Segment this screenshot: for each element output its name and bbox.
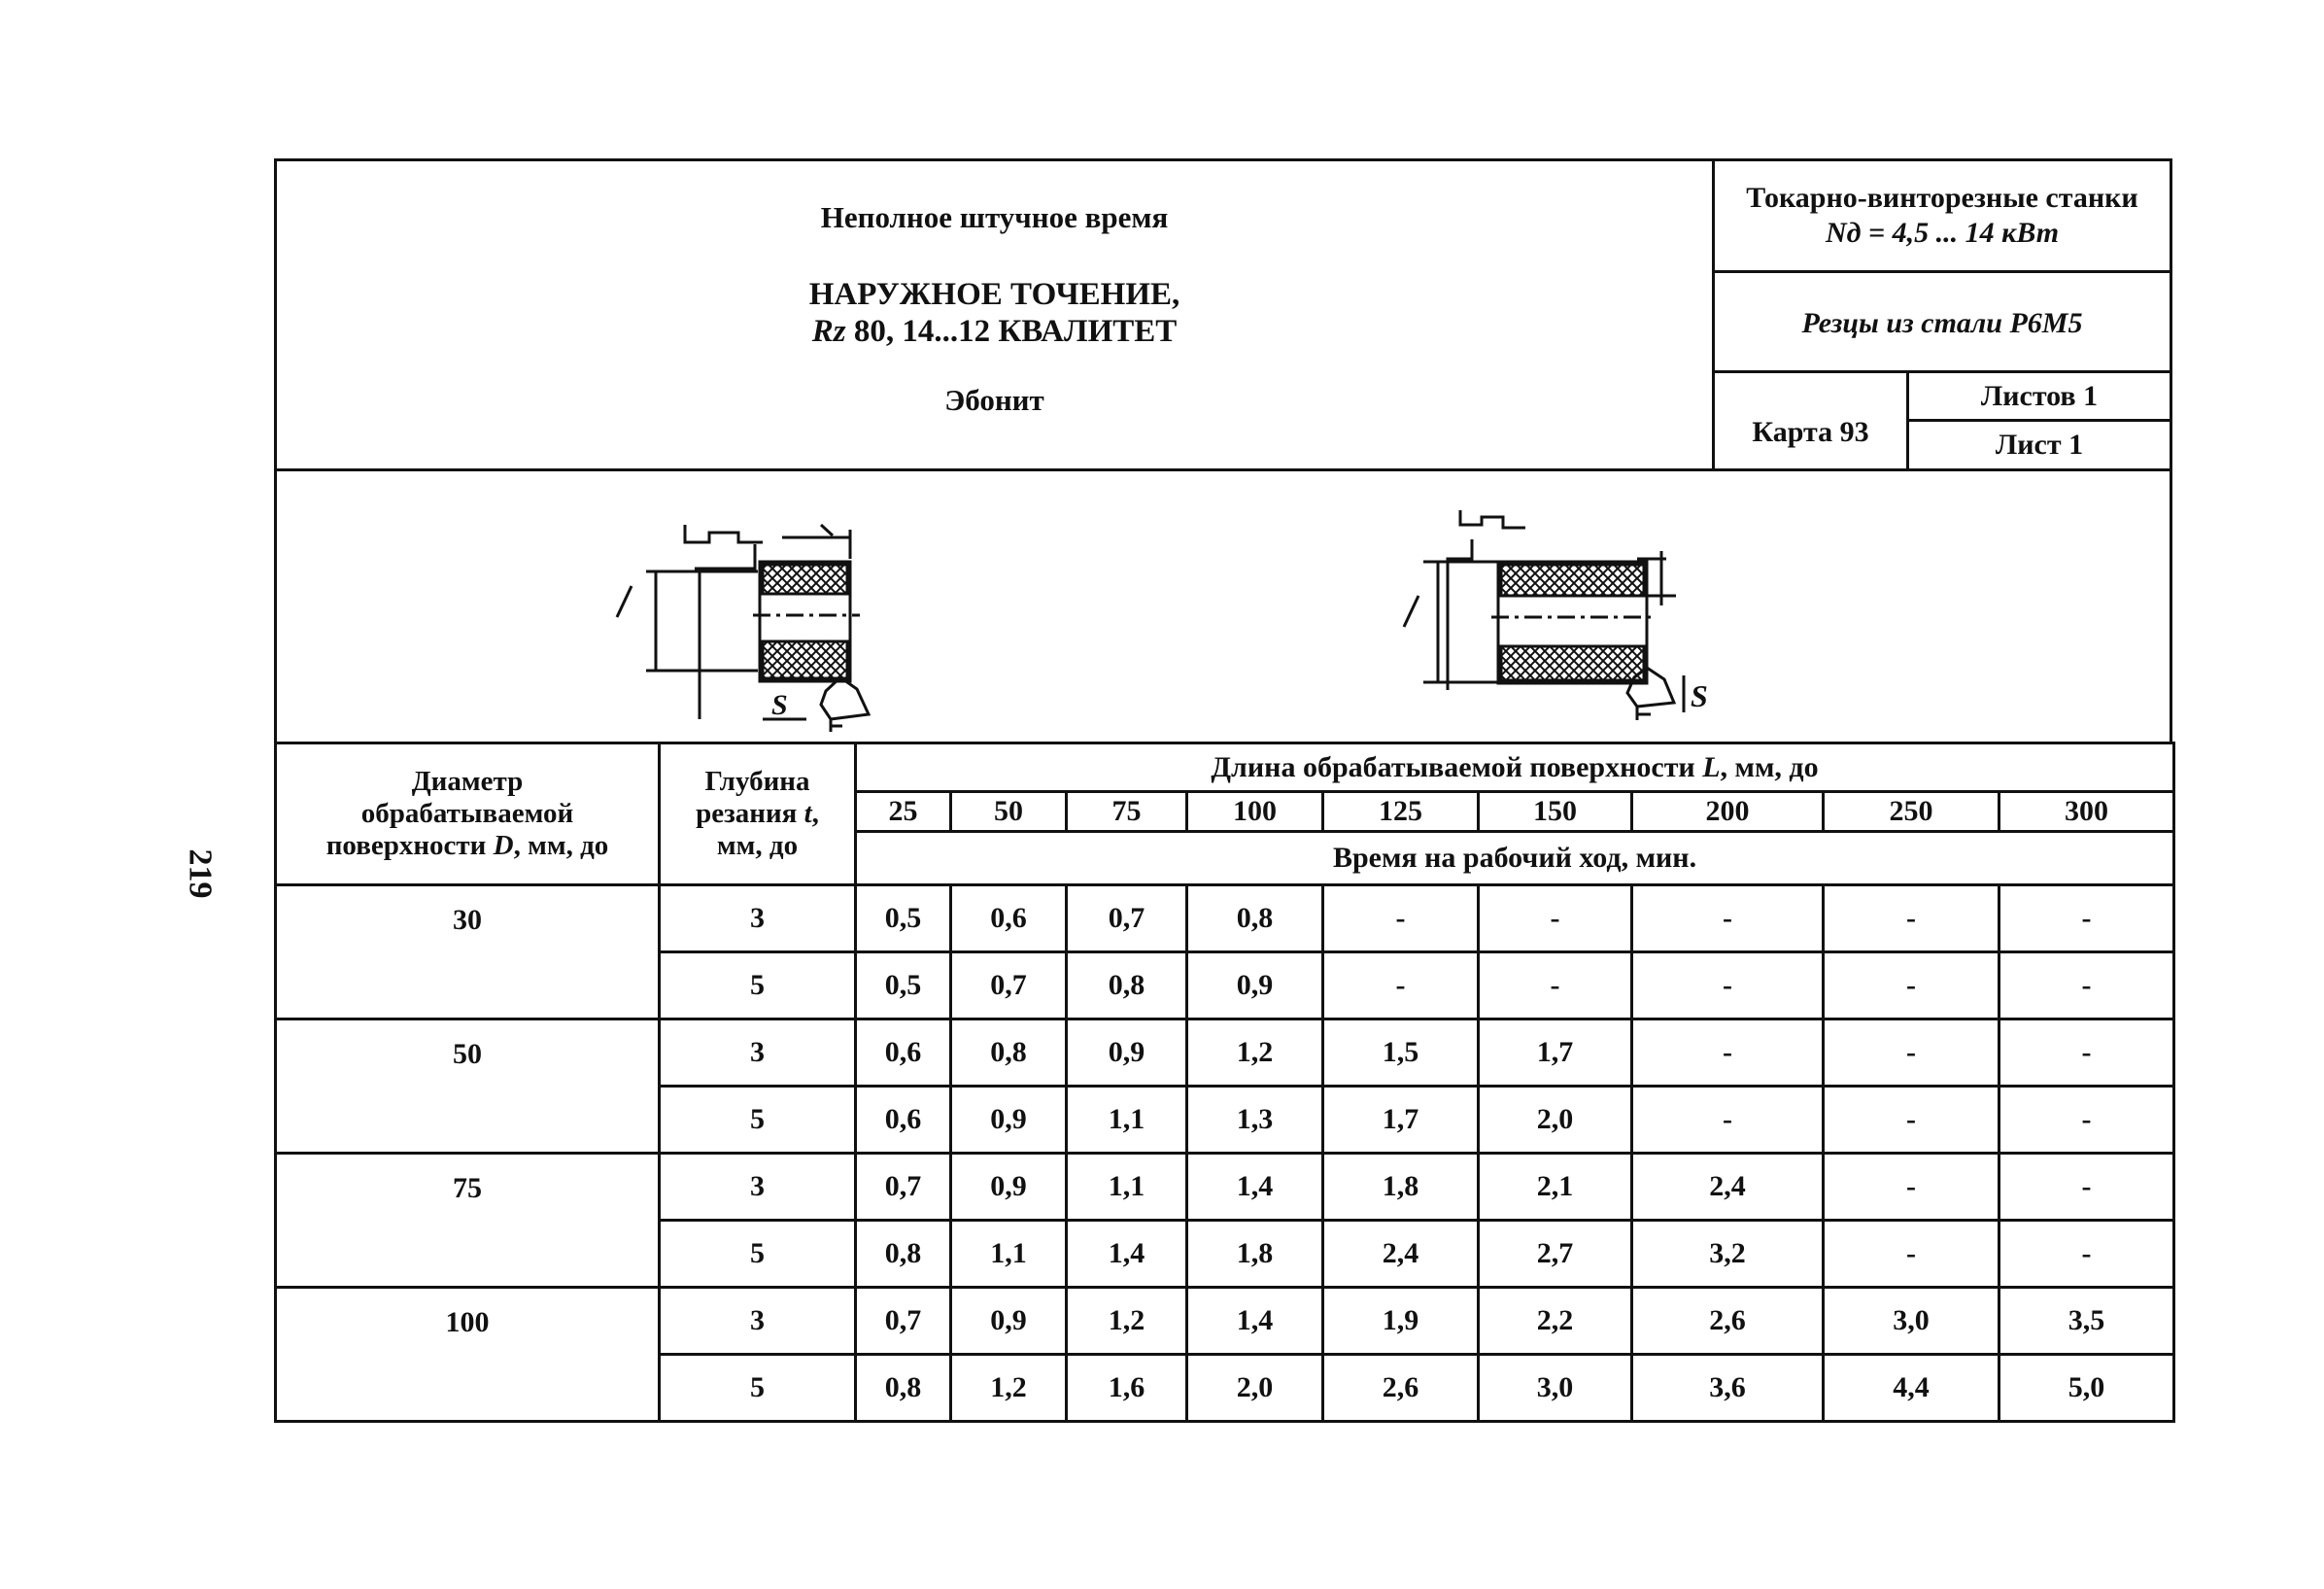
depth-cell: 5	[660, 1355, 856, 1422]
time-cell: 0,8	[856, 1221, 951, 1288]
diameter-cell: 75	[276, 1154, 660, 1288]
depth-cell: 5	[660, 1087, 856, 1154]
depth-cell: 5	[660, 952, 856, 1019]
time-cell: 2,6	[1632, 1288, 1824, 1355]
time-cell: 1,8	[1323, 1154, 1479, 1221]
time-cell: 1,8	[1187, 1221, 1323, 1288]
header-subtitle: Неполное штучное время	[820, 200, 1169, 234]
length-value: 300	[1999, 792, 2174, 832]
operation-title-line2: Rz 80, 14...12 КВАЛИТЕТ	[811, 314, 1178, 349]
time-cell: 1,4	[1187, 1288, 1323, 1355]
time-cell: 0,5	[856, 885, 951, 952]
operation-title	[277, 276, 1712, 350]
turning-diagrams	[277, 471, 2170, 742]
time-cell: 1,4	[1067, 1221, 1187, 1288]
sheet-number: Лист 1	[1995, 429, 2084, 461]
time-cell: -	[1999, 1221, 2174, 1288]
time-cell: -	[1999, 1154, 2174, 1221]
time-cell: -	[1824, 1154, 1999, 1221]
time-cell: -	[1999, 1019, 2174, 1087]
tool-material: Резцы из стали Р6М5	[1715, 273, 2170, 373]
feed-label-right: S	[1691, 678, 1708, 713]
header-info-block	[1715, 161, 2170, 468]
col-header-length: Длина обрабатываемой поверхности L, мм, до	[856, 743, 2174, 792]
depth-cell: 3	[660, 885, 856, 952]
time-cell: 3,0	[1824, 1288, 1999, 1355]
time-cell: 1,6	[1067, 1355, 1187, 1422]
time-cell: 2,4	[1323, 1221, 1479, 1288]
time-cell: 0,9	[1067, 1019, 1187, 1087]
time-cell: 2,7	[1479, 1221, 1632, 1288]
page-number: 219	[182, 848, 219, 899]
time-cell: 3,0	[1479, 1355, 1632, 1422]
time-cell: 0,8	[951, 1019, 1067, 1087]
time-cell: -	[1824, 952, 1999, 1019]
time-cell: 2,2	[1479, 1288, 1632, 1355]
time-cell: 1,2	[1067, 1288, 1187, 1355]
time-cell: -	[1479, 952, 1632, 1019]
time-cell: -	[1323, 952, 1479, 1019]
diameter-cell: 50	[276, 1019, 660, 1154]
diameter-cell: 100	[276, 1288, 660, 1422]
time-cell: 1,4	[1187, 1154, 1323, 1221]
time-cell: 1,5	[1323, 1019, 1479, 1087]
card-header	[274, 158, 2172, 471]
time-cell: 2,6	[1323, 1355, 1479, 1422]
time-cell: 0,8	[1187, 885, 1323, 952]
time-cell: -	[1479, 885, 1632, 952]
time-cell: 1,7	[1479, 1019, 1632, 1087]
table-row	[276, 1019, 2174, 1087]
time-cell: 2,0	[1479, 1087, 1632, 1154]
time-cell: 3,5	[1999, 1288, 2174, 1355]
time-cell: 2,4	[1632, 1154, 1824, 1221]
depth-cell: 3	[660, 1019, 856, 1087]
time-cell: -	[1999, 885, 2174, 952]
time-cell: 2,0	[1187, 1355, 1323, 1422]
time-cell: -	[1999, 952, 2174, 1019]
time-norms-table	[274, 742, 2175, 1423]
diagram-left	[617, 525, 869, 732]
time-cell: 1,2	[1187, 1019, 1323, 1087]
depth-cell: 3	[660, 1288, 856, 1355]
sheets-total: Листов 1	[1909, 373, 2170, 422]
length-value: 25	[856, 792, 951, 832]
time-cell: 1,1	[1067, 1087, 1187, 1154]
length-value: 100	[1187, 792, 1323, 832]
time-header: Время на рабочий ход, мин.	[856, 831, 2174, 884]
time-cell: 0,7	[951, 952, 1067, 1019]
time-cell: 1,2	[951, 1355, 1067, 1422]
time-cell: 0,6	[951, 885, 1067, 952]
time-cell: 0,9	[951, 1154, 1067, 1221]
time-cell: 3,2	[1632, 1221, 1824, 1288]
time-cell: 2,1	[1479, 1154, 1632, 1221]
time-cell: 0,6	[856, 1087, 951, 1154]
time-cell: 0,7	[1067, 885, 1187, 952]
time-cell: -	[1824, 1087, 1999, 1154]
time-cell: -	[1824, 1019, 1999, 1087]
header-title-block	[277, 161, 1715, 468]
time-cell: 0,8	[1067, 952, 1187, 1019]
table-row	[276, 885, 2174, 952]
depth-cell: 3	[660, 1154, 856, 1221]
time-cell: -	[1632, 885, 1824, 952]
table-row	[276, 1288, 2174, 1355]
time-cell: 0,7	[856, 1288, 951, 1355]
time-cell: -	[1824, 885, 1999, 952]
time-cell: 5,0	[1999, 1355, 2174, 1422]
time-cell: 3,6	[1632, 1355, 1824, 1422]
time-cell: 1,1	[1067, 1154, 1187, 1221]
col-header-diameter: Диаметр обрабатываемой поверхности D, мм, до	[276, 743, 660, 885]
time-cell: -	[1632, 1019, 1824, 1087]
time-cell: 0,8	[856, 1355, 951, 1422]
time-cell: 4,4	[1824, 1355, 1999, 1422]
table-row	[276, 1154, 2174, 1221]
material-label: Эбонит	[944, 383, 1044, 417]
card-number: Карта 93	[1715, 373, 1909, 468]
time-cell: 1,9	[1323, 1288, 1479, 1355]
feed-label-left: S	[771, 689, 788, 721]
time-cell: 1,7	[1323, 1087, 1479, 1154]
time-cell: -	[1632, 1087, 1824, 1154]
length-value: 200	[1632, 792, 1824, 832]
machine-type: Токарно-винторезные станки Nд = 4,5 ... 14 кВт	[1715, 161, 2170, 273]
depth-cell: 5	[660, 1221, 856, 1288]
length-value: 125	[1323, 792, 1479, 832]
time-cell: 1,3	[1187, 1087, 1323, 1154]
operation-sketch	[274, 471, 2172, 742]
time-cell: -	[1999, 1087, 2174, 1154]
length-value: 75	[1067, 792, 1187, 832]
time-cell: 0,9	[951, 1087, 1067, 1154]
time-cell: -	[1632, 952, 1824, 1019]
length-value: 150	[1479, 792, 1632, 832]
time-cell: 0,9	[951, 1288, 1067, 1355]
length-value: 250	[1824, 792, 1999, 832]
time-cell: -	[1824, 1221, 1999, 1288]
length-value: 50	[951, 792, 1067, 832]
col-header-depth: Глубина резания t, мм, до	[660, 743, 856, 885]
diagram-right	[1404, 510, 1684, 720]
time-cell: 0,9	[1187, 952, 1323, 1019]
time-cell: 0,7	[856, 1154, 951, 1221]
time-cell: -	[1323, 885, 1479, 952]
time-cell: 0,5	[856, 952, 951, 1019]
time-cell: 1,1	[951, 1221, 1067, 1288]
time-cell: 0,6	[856, 1019, 951, 1087]
diameter-cell: 30	[276, 885, 660, 1019]
operation-title-line1: НАРУЖНОЕ ТОЧЕНИЕ,	[808, 277, 1180, 312]
